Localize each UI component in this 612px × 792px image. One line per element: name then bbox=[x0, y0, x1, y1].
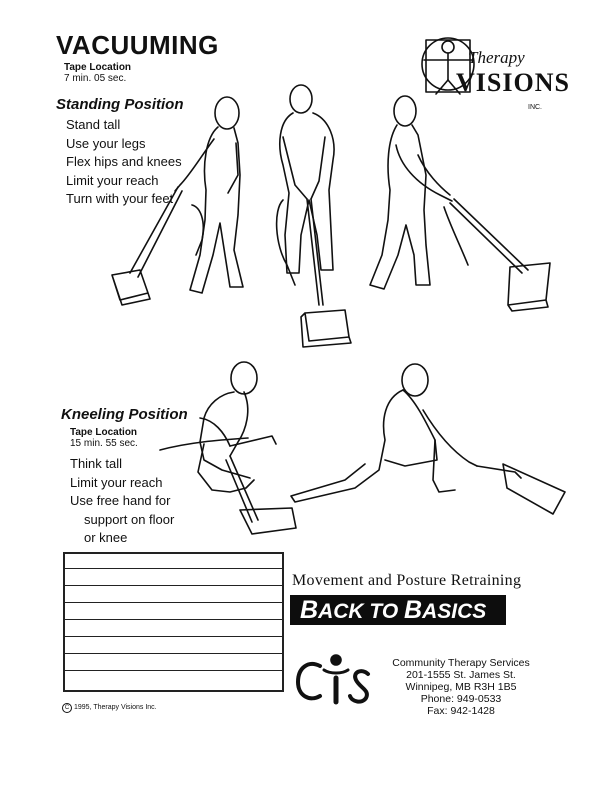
list-item: Flex hips and knees bbox=[66, 154, 182, 169]
kneeling-tape-label: Tape Location bbox=[70, 427, 138, 438]
org-name: Community Therapy Services bbox=[392, 657, 530, 669]
list-item: Stand tall bbox=[66, 117, 121, 132]
logo-inc-text: INC. bbox=[528, 104, 542, 111]
banner-letter: B bbox=[300, 596, 319, 624]
notes-line bbox=[65, 602, 282, 603]
banner-letter: B bbox=[404, 596, 423, 624]
tape-location-time: 7 min. 05 sec. bbox=[64, 73, 127, 84]
notes-line bbox=[65, 619, 282, 620]
cts-logo-icon bbox=[296, 652, 374, 704]
copyright-text: 1995, Therapy Visions Inc. bbox=[74, 704, 157, 711]
notes-line bbox=[65, 636, 282, 637]
kneeling-figure-1-illustration bbox=[160, 360, 300, 550]
kneeling-heading: Kneeling Position bbox=[61, 406, 188, 423]
notes-line bbox=[65, 585, 282, 586]
list-item: Use your legs bbox=[66, 135, 146, 151]
logo-visions-text: VISIONS bbox=[456, 68, 570, 97]
page-title: VACUUMING bbox=[56, 30, 219, 60]
list-item: or knee bbox=[84, 530, 128, 545]
logo-therapy-text: Therapy bbox=[468, 48, 525, 67]
copyright-symbol: C bbox=[62, 703, 72, 713]
cts-logo bbox=[296, 652, 374, 704]
standing-figure-1-illustration bbox=[110, 95, 260, 315]
list-item: Turn with your feet bbox=[66, 191, 174, 206]
banner-text: ASICS bbox=[422, 600, 487, 623]
notes-box bbox=[63, 552, 284, 692]
fax: Fax: 942-1428 bbox=[427, 705, 495, 717]
list-item: Use free hand for bbox=[70, 493, 171, 508]
back-to-basics-banner bbox=[290, 595, 506, 625]
notes-line bbox=[65, 670, 282, 671]
notes-line bbox=[65, 653, 282, 654]
list-item: support on floor bbox=[84, 511, 175, 527]
address-line-2: Winnipeg, MB R3H 1B5 bbox=[405, 681, 517, 693]
banner-text: ACK TO bbox=[318, 600, 405, 623]
tape-location-label: Tape Location bbox=[64, 62, 132, 73]
kneeling-tape-time: 15 min. 55 sec. bbox=[70, 438, 138, 449]
address-line-1: 201-1555 St. James St. bbox=[406, 669, 516, 681]
contact-block bbox=[366, 657, 556, 717]
tagline: Movement and Posture Retraining bbox=[292, 572, 522, 589]
standing-figure-2-illustration bbox=[265, 85, 375, 350]
copyright-notice bbox=[62, 703, 157, 713]
notes-line bbox=[65, 568, 282, 569]
standing-heading: Standing Position bbox=[56, 96, 184, 113]
list-item: Limit your reach bbox=[66, 172, 159, 188]
list-item: Limit your reach bbox=[70, 474, 163, 490]
kneeling-list bbox=[70, 455, 174, 548]
standing-figure-3-illustration bbox=[360, 95, 560, 315]
list-item: Think tall bbox=[70, 456, 123, 471]
kneeling-figure-2-illustration bbox=[285, 360, 570, 520]
phone: Phone: 949-0533 bbox=[420, 693, 502, 705]
